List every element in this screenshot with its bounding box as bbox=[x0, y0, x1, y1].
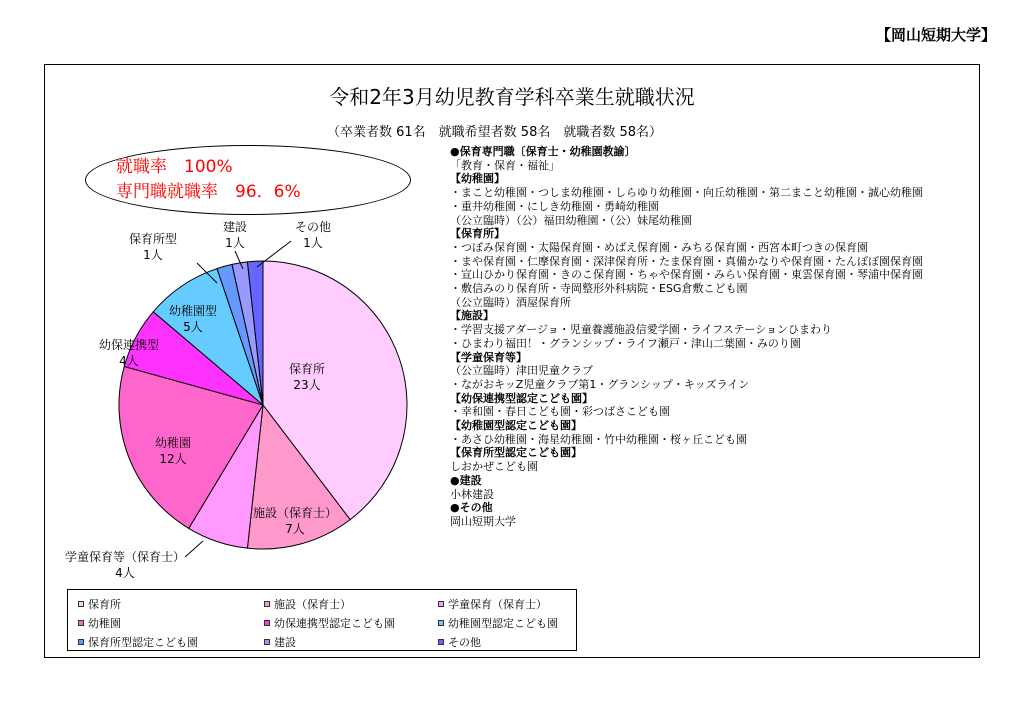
slice-label-name: 幼稚園型 bbox=[168, 304, 218, 318]
employer-line: ・つぼみ保育園・太陽保育園・めばえ保育園・みちる保育園・西宮本町つきの保育園 bbox=[450, 240, 868, 254]
leader-line bbox=[185, 541, 203, 557]
slice-label-name: 施設（保育士） bbox=[252, 506, 338, 520]
slice-label-count: 7人 bbox=[285, 522, 305, 536]
legend-label: 幼保連携型認定こども園 bbox=[274, 617, 395, 630]
corner-label: 【岡山短期大学】 bbox=[875, 26, 996, 44]
legend-swatch bbox=[438, 601, 444, 607]
employer-line: ・まや保育園・仁摩保育園・深津保育所・たま保育園・真備かなりや保育園・たんぽぽ園保育園 bbox=[450, 254, 923, 268]
employer-line: （公立臨時）津田児童クラブ bbox=[450, 364, 593, 378]
slice-label-count: 23人 bbox=[293, 378, 321, 392]
employer-category: ●その他 bbox=[450, 501, 493, 515]
employer-line: （公立臨時）酒屋保育所 bbox=[450, 295, 571, 309]
employer-line: ・ながおキッZ児童クラブ第1・グランシップ・キッズライン bbox=[450, 377, 750, 391]
employer-category: ●保育専門職〔保育士・幼稚園教諭〕 bbox=[450, 145, 636, 158]
employer-line: ・敷信みのり保育所・寺岡整形外科病院・ESG倉敷こども園 bbox=[450, 282, 748, 296]
chart-legend bbox=[67, 589, 577, 651]
legend-swatch bbox=[78, 620, 84, 626]
legend-item bbox=[78, 596, 121, 612]
slice-label-name: 保育所 bbox=[288, 362, 326, 376]
slice-label-count: 12人 bbox=[159, 452, 187, 466]
legend-label: その他 bbox=[448, 636, 481, 649]
slice-label-count: 1人 bbox=[225, 236, 245, 250]
legend-swatch bbox=[264, 601, 270, 607]
slice-label-name: 幼稚園 bbox=[154, 436, 192, 450]
employer-category: 【保育所型認定こども園】 bbox=[450, 446, 582, 460]
legend-label: 保育所 bbox=[88, 598, 121, 611]
employer-category: ●建設 bbox=[450, 473, 482, 487]
employer-category: 【学童保育等】 bbox=[450, 350, 527, 364]
slice-label-name: 保育所型 bbox=[128, 232, 178, 246]
legend-swatch bbox=[78, 601, 84, 607]
legend-item bbox=[264, 634, 296, 650]
specialist-rate: 専門職就職率 96．6% bbox=[116, 182, 301, 202]
employer-line: ・学習支援アダージョ・児童養護施設信愛学園・ライフステーションひまわり bbox=[450, 323, 833, 337]
legend-swatch bbox=[438, 620, 444, 626]
slice-label-count: 1人 bbox=[303, 236, 323, 250]
employer-line: しおかぜこども園 bbox=[450, 460, 538, 474]
employer-line: （公立臨時）（公）福田幼稚園・（公）妹尾幼稚園 bbox=[450, 213, 692, 227]
slice-label-count: 1人 bbox=[143, 248, 163, 262]
slice-label-count: 5人 bbox=[183, 320, 203, 334]
employer-line: ・まこと幼稚園・つしま幼稚園・しらゆり幼稚園・向丘幼稚園・第二まこと幼稚園・誠心幼稚園 bbox=[450, 186, 923, 200]
employer-category: 【保育所】 bbox=[450, 227, 505, 241]
legend-swatch bbox=[264, 620, 270, 626]
chart-subtitle: （卒業者数 61名 就職希望者数 58名 就職者数 58名） bbox=[327, 125, 663, 140]
legend-item bbox=[438, 615, 558, 631]
legend-item bbox=[438, 634, 481, 650]
legend-item bbox=[264, 596, 351, 612]
legend-swatch bbox=[438, 639, 444, 645]
employer-line: 「教育・保育・福祉」 bbox=[450, 158, 560, 172]
employer-line: ・あさひ幼稚園・海星幼稚園・竹中幼稚園・桜ヶ丘こども園 bbox=[450, 432, 747, 446]
employer-category: 【幼稚園型認定こども園】 bbox=[450, 419, 582, 433]
employment-rate: 就職率 100% bbox=[116, 157, 233, 177]
employer-line: ・宣山ひかり保育園・きのこ保育園・ちゃや保育園・みらい保育園・東雲保育園・琴浦中保育園 bbox=[450, 268, 923, 282]
legend-swatch bbox=[78, 639, 84, 645]
legend-item bbox=[78, 615, 121, 631]
legend-item bbox=[264, 615, 395, 631]
pie-chart bbox=[45, 65, 981, 659]
employer-line: 岡山短期大学 bbox=[450, 514, 516, 528]
slice-label-name: 建設 bbox=[222, 220, 248, 234]
slice-label-name: その他 bbox=[294, 220, 332, 234]
legend-swatch bbox=[264, 639, 270, 645]
chart-title: 令和2年3月幼児教育学科卒業生就職状況 bbox=[329, 85, 695, 109]
slice-label-count: 4人 bbox=[119, 354, 139, 368]
employer-line: 小林建設 bbox=[450, 487, 494, 501]
chart-frame bbox=[44, 64, 980, 658]
employer-category: 【幼保連携型認定こども園】 bbox=[450, 391, 593, 405]
legend-label: 幼稚園 bbox=[88, 617, 121, 630]
employer-line: ・ひまわり福田！・グランシップ・ライフ瀬戸・津山二葉園・みのり園 bbox=[450, 336, 801, 350]
legend-label: 幼稚園型認定こども園 bbox=[448, 617, 558, 630]
employer-line: ・幸和園・春日こども園・彩つばさこども園 bbox=[450, 405, 670, 419]
slice-label-count: 4人 bbox=[115, 566, 135, 580]
legend-label: 建設 bbox=[274, 636, 296, 649]
employer-category: 【幼稚園】 bbox=[450, 172, 505, 186]
employer-line: ・重井幼稚園・にしき幼稚園・勇崎幼稚園 bbox=[450, 199, 659, 213]
legend-label: 学童保育（保育士） bbox=[448, 598, 547, 611]
slice-label-name: 幼保連携型 bbox=[98, 338, 160, 352]
legend-label: 施設（保育士） bbox=[274, 598, 351, 611]
employer-category: 【施設】 bbox=[450, 309, 494, 323]
legend-item bbox=[78, 634, 198, 650]
slice-label-name: 学童保育等（保育士） bbox=[64, 550, 186, 564]
legend-item bbox=[438, 596, 547, 612]
legend-label: 保育所型認定こども園 bbox=[88, 636, 198, 649]
